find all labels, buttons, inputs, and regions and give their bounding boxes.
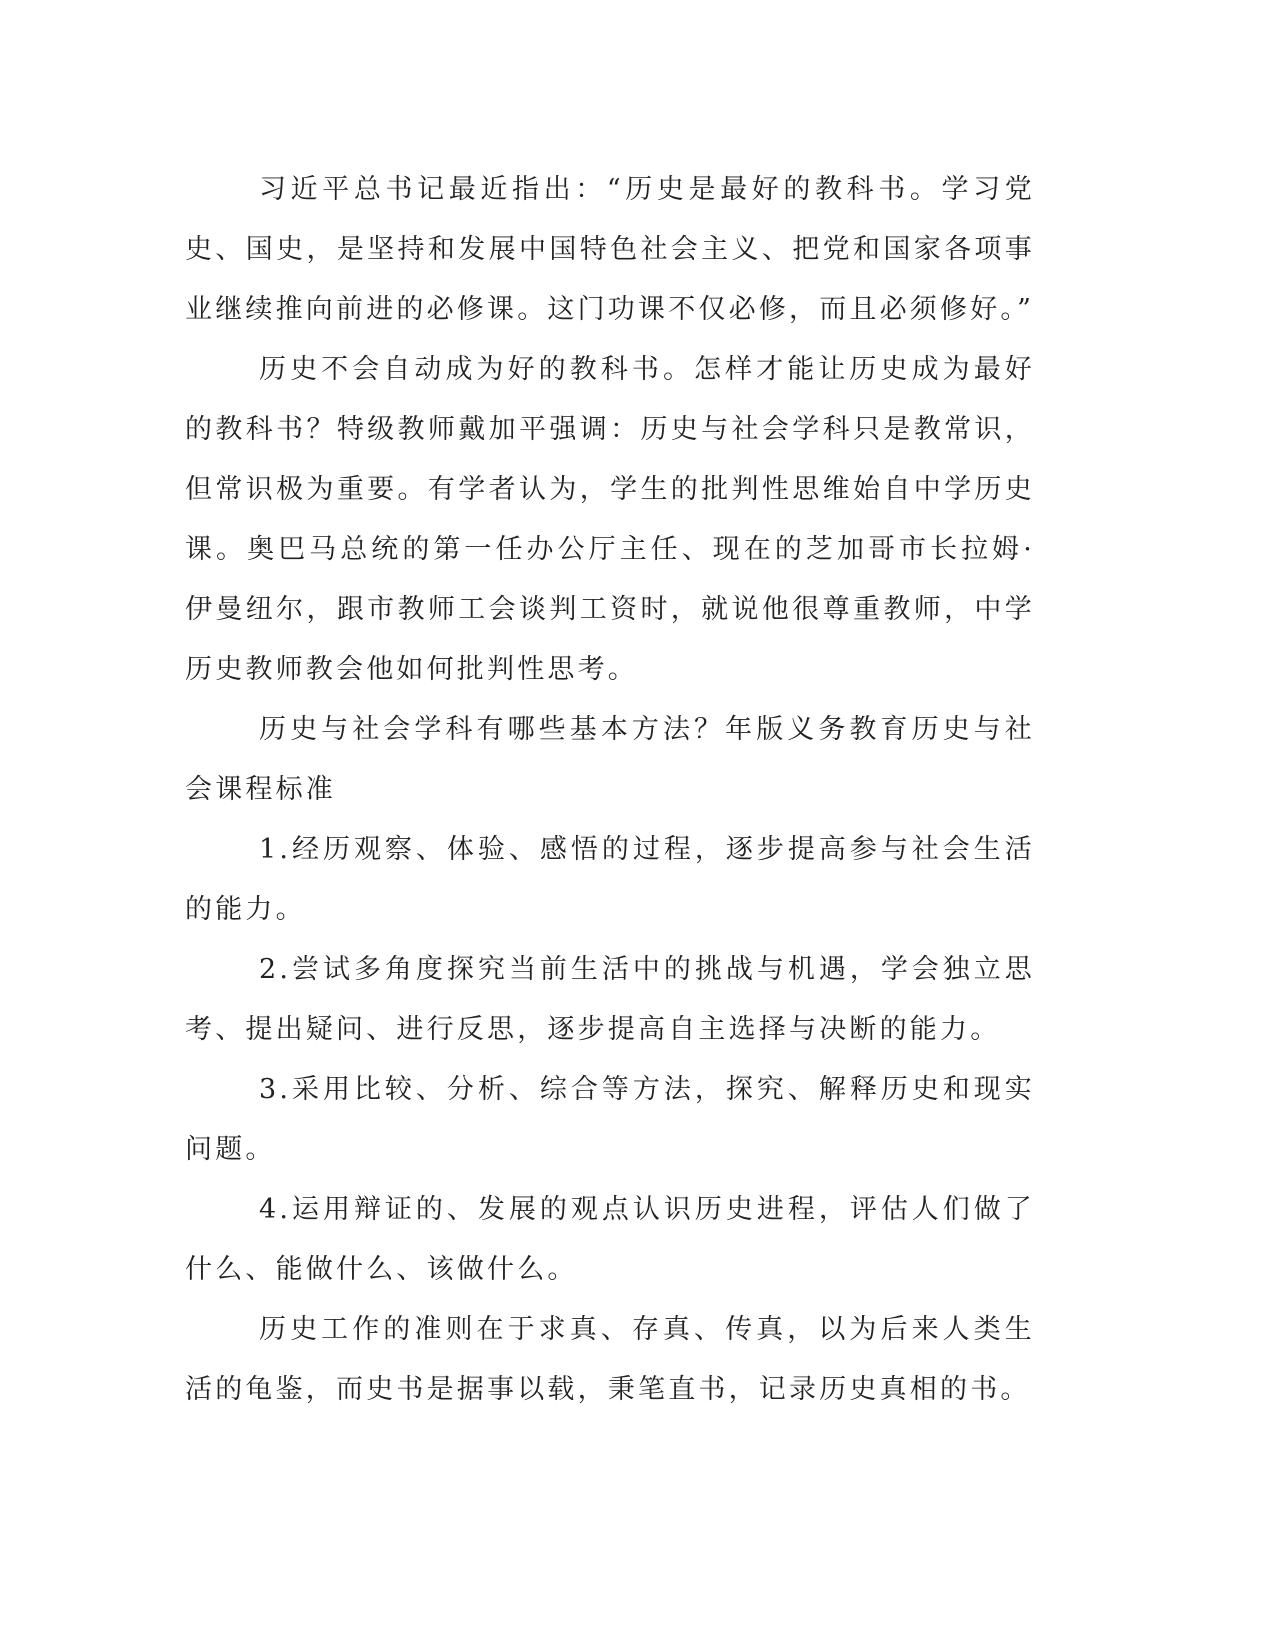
paragraph-3: 历史与社会学科有哪些基本方法？年版义务教育历史与社会课程标准 [185,714,1035,805]
paragraph-2: 历史不会自动成为好的教科书。怎样才能让历史成为最好的教科书？特级教师戴加平强调：历史与社会学科只是教常识，但常识极为重要。有学者认为，学生的批判性思维始自中学历史课。奥巴马总统的第一任办公厅主任、现在的芝加哥市长拉姆·伊曼纽尔，跟市教师工会谈判工资时，就说他很尊重教师，中学历史教师教会他如何批判性思考。 [185,354,1035,685]
document-page [185,160,1035,1420]
list-item-4: 4.运用辩证的、发展的观点认识历史进程，评估人们做了什么、能做什么、该做什么。 [185,1194,1035,1285]
list-item-1: 1.经历观察、体验、感悟的过程，逐步提高参与社会生活的能力。 [185,834,1035,925]
list-item-3: 3.采用比较、分析、综合等方法，探究、解释历史和现实问题。 [185,1074,1035,1165]
paragraph-1: 习近平总书记最近指出：“历史是最好的教科书。学习党史、国史，是坚持和发展中国特色社会主义、把党和国家各项事业继续推向前进的必修课。这门功课不仅必修，而且必须修好。” [185,174,1035,325]
list-item-2: 2.尝试多角度探究当前生活中的挑战与机遇，学会独立思考、提出疑问、进行反思，逐步提高自主选择与决断的能力。 [185,954,1035,1045]
paragraph-4: 历史工作的准则在于求真、存真、传真，以为后来人类生活的龟鉴，而史书是据事以载，秉笔直书，记录历史真相的书。 [185,1314,1035,1405]
